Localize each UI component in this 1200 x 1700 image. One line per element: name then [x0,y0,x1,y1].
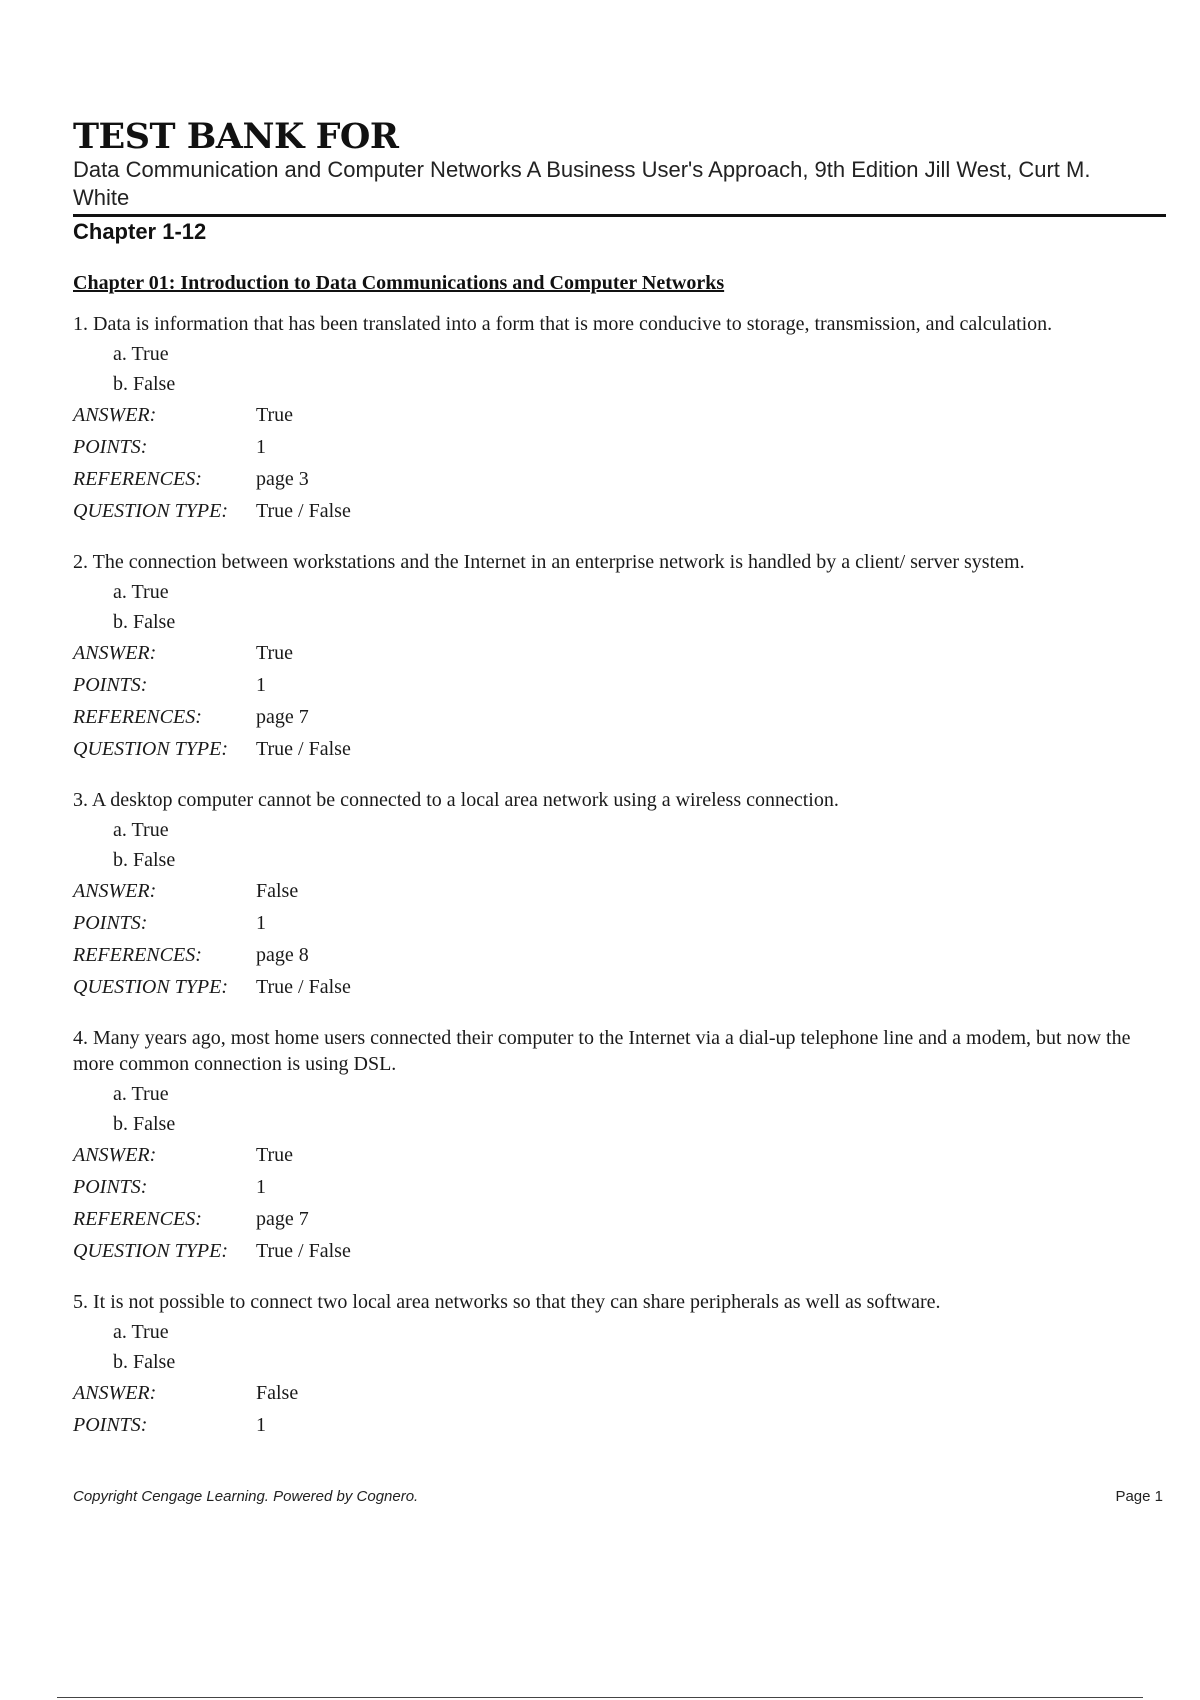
question-3 [73,787,1166,1003]
points-row [73,669,1166,701]
question-type-value: True / False [256,500,351,522]
question-text: 4. Many years ago, most home users connected their computer to the Internet via a dial-up telephone line and a modem, but now the more common connection is using DSL. [73,1027,1131,1075]
option-true: a. True [113,1083,169,1105]
question-1 [73,311,1166,527]
answer-row [73,637,1166,669]
points-value: 1 [256,674,266,696]
answer-label: ANSWER: [73,1382,157,1404]
question-type-row [73,971,1166,1003]
answer-row [73,399,1166,431]
bottom-divider [57,1697,1143,1698]
question-text: 2. The connection between workstations and the Internet in an enterprise network is handled by a client/ server system. [73,551,1025,573]
points-label: POINTS: [73,436,148,458]
points-value: 1 [256,436,266,458]
points-label: POINTS: [73,1176,148,1198]
option-list [113,577,1166,637]
option-list [113,1079,1166,1139]
question-type-label: QUESTION TYPE: [73,1240,229,1262]
question-type-label: QUESTION TYPE: [73,500,229,522]
page-footer [73,1488,1163,1505]
references-row [73,463,1166,495]
answer-value: False [256,880,299,902]
option-false: b. False [113,373,176,395]
option-false: b. False [113,1113,176,1135]
answer-value: True [256,642,294,664]
references-value: page 8 [256,944,309,966]
answer-label: ANSWER: [73,880,157,902]
points-value: 1 [256,1414,266,1436]
question-type-row [73,733,1166,765]
question-text: 1. Data is information that has been translated into a form that is more conducive to storage, transmission, and calculation. [73,313,1053,335]
question-type-value: True / False [256,1240,351,1262]
option-false: b. False [113,611,176,633]
references-row [73,701,1166,733]
question-type-label: QUESTION TYPE: [73,738,229,760]
option-false: b. False [113,1351,176,1373]
chapter-heading: Chapter 01: Introduction to Data Communications and Computer Networks [73,272,725,294]
answer-row [73,1139,1166,1171]
points-label: POINTS: [73,674,148,696]
option-false: b. False [113,849,176,871]
question-5 [73,1289,1166,1441]
document-page [73,118,1166,1441]
chapter-range: Chapter 1-12 [73,214,1166,246]
references-label: REFERENCES: [73,468,202,490]
book-subtitle: Data Communication and Computer Networks A Business User's Approach, 9th Edition Jill West, Curt M. White [73,157,1091,210]
question-type-label: QUESTION TYPE: [73,976,229,998]
points-label: POINTS: [73,1414,148,1436]
copyright-text: Copyright Cengage Learning. Powered by Cognero. [73,1488,419,1505]
references-label: REFERENCES: [73,944,202,966]
option-true: a. True [113,343,169,365]
references-value: page 3 [256,468,309,490]
points-label: POINTS: [73,912,148,934]
answer-label: ANSWER: [73,1144,157,1166]
references-row [73,1203,1166,1235]
references-value: page 7 [256,1208,309,1230]
points-row [73,907,1166,939]
references-value: page 7 [256,706,309,728]
references-row [73,939,1166,971]
option-list [113,339,1166,399]
question-type-row [73,495,1166,527]
references-label: REFERENCES: [73,1208,202,1230]
answer-row [73,1377,1166,1409]
answer-value: False [256,1382,299,1404]
points-row [73,1171,1166,1203]
answer-label: ANSWER: [73,404,157,426]
answer-value: True [256,1144,294,1166]
answer-row [73,875,1166,907]
answer-label: ANSWER: [73,642,157,664]
page-number: Page 1 [1115,1488,1163,1505]
references-label: REFERENCES: [73,706,202,728]
question-text: 3. A desktop computer cannot be connected to a local area network using a wireless connection. [73,789,839,811]
points-value: 1 [256,1176,266,1198]
question-type-value: True / False [256,738,351,760]
question-2 [73,549,1166,765]
option-true: a. True [113,1321,169,1343]
option-list [113,1317,1166,1377]
question-text: 5. It is not possible to connect two local area networks so that they can share peripherals as well as software. [73,1291,941,1313]
page-title: TEST BANK FOR [73,116,399,157]
points-row [73,431,1166,463]
points-row [73,1409,1166,1441]
option-list [113,815,1166,875]
points-value: 1 [256,912,266,934]
question-type-row [73,1235,1166,1267]
option-true: a. True [113,581,169,603]
question-4 [73,1025,1166,1267]
question-type-value: True / False [256,976,351,998]
option-true: a. True [113,819,169,841]
answer-value: True [256,404,294,426]
